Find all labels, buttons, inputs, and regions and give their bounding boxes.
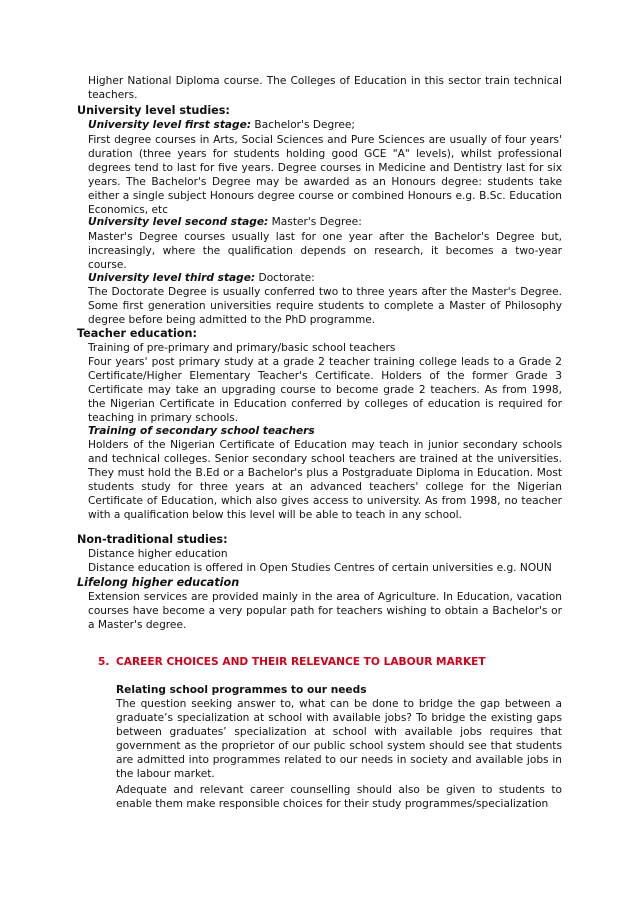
lifelong-heading: Lifelong higher education bbox=[77, 576, 240, 589]
section-5-number: 5. bbox=[98, 656, 110, 668]
primary-training-text: Four years' post primary study at a grade 2 teacher training college leads to a Grade 2 Certificate/Higher Elementary Teacher's Certificate. Holders of the former Grade 3 Certificate may take an upgrading course to become grade 2 teachers. As from 1998, the Nigerian Certificate in Education conferred by colleges of education is required for teaching in primary schools. bbox=[88, 356, 562, 424]
primary-training-label: Training of pre-primary and primary/basic school teachers bbox=[88, 342, 396, 354]
first-stage-value: Bachelor's Degree; bbox=[251, 119, 355, 131]
distance-education-label: Distance higher education bbox=[88, 548, 228, 560]
nontraditional-heading: Non-traditional studies: bbox=[77, 533, 228, 546]
secondary-training-label: Training of secondary school teachers bbox=[88, 425, 315, 437]
third-stage-value: Doctorate: bbox=[255, 272, 315, 284]
second-stage-line bbox=[88, 216, 362, 230]
distance-education-text: Distance education is offered in Open Studies Centres of certain universities e.g. NOUN bbox=[88, 562, 552, 574]
first-stage-line bbox=[88, 119, 355, 133]
second-stage-text: Master's Degree courses usually last for one year after the Bachelor's Degree but, increasingly, where the qualification depends on research, it becomes a two-year course. bbox=[88, 231, 562, 271]
intro-paragraph: Higher National Diploma course. The Colleges of Education in this sector train technical teachers. bbox=[88, 75, 562, 101]
second-stage-value: Master's Degree: bbox=[268, 216, 362, 228]
university-heading: University level studies: bbox=[77, 104, 230, 117]
third-stage-text: The Doctorate Degree is usually conferred two to three years after the Master's Degree. Some first generation universities require students to complete a Master of Philosophy degree before being admitted to the PhD programme. bbox=[88, 286, 562, 326]
first-stage-text: First degree courses in Arts, Social Sciences and Pure Sciences are usually of four years' duration (three years for students holding good GCE "A" levels), whilst professional degrees tend to last for five years. Degree courses in Medicine and Dentistry last for six years. The Bachelor's Degree may be awarded as an Honours degree: students take either a single subject Honours degree course or combined Honours e.g. B.Sc. Education Economics, etc bbox=[88, 134, 562, 216]
secondary-training-text: Holders of the Nigerian Certificate of Education may teach in junior secondary schools and technical colleges. Senior secondary school teachers are trained at the universities. They must hold the B.Ed or a Bachelor's plus a Postgraduate Diploma in Education. Most students study for three years at an advanced teachers' college for the Nigerian Certificate of Education, which also gives access to university. As from 1998, no teacher with a qualification below this level will be able to teach in any school. bbox=[88, 439, 562, 521]
second-stage-label: University level second stage: bbox=[88, 216, 269, 228]
third-stage-label: University level third stage: bbox=[88, 272, 256, 284]
section-5-paragraph-1: The question seeking answer to, what can be done to bridge the gap between a graduate’s specialization at school with available jobs? To bridge the existing gaps between graduates’ specialization at school with available jobs requires that government as the proprietor of our public school system should see that students are admitted into programmes related to our needs in society and available jobs in the labour market. bbox=[116, 698, 562, 780]
section-5-paragraph-2: Adequate and relevant career counselling should also be given to students to enable them make responsible choices for their study programmes/specialization bbox=[116, 784, 562, 810]
section-5-title: CAREER CHOICES AND THEIR RELEVANCE TO LABOUR MARKET bbox=[116, 656, 486, 668]
first-stage-label: University level first stage: bbox=[88, 119, 252, 131]
lifelong-text: Extension services are provided mainly in the area of Agriculture. In Education, vacation courses have become a very popular path for teachers wishing to obtain a Bachelor's or a Master's degree. bbox=[88, 591, 562, 631]
section-5-subheading: Relating school programmes to our needs bbox=[116, 684, 367, 696]
teacher-heading: Teacher education: bbox=[77, 327, 197, 340]
third-stage-line bbox=[88, 272, 315, 286]
section-5-heading bbox=[98, 656, 486, 670]
